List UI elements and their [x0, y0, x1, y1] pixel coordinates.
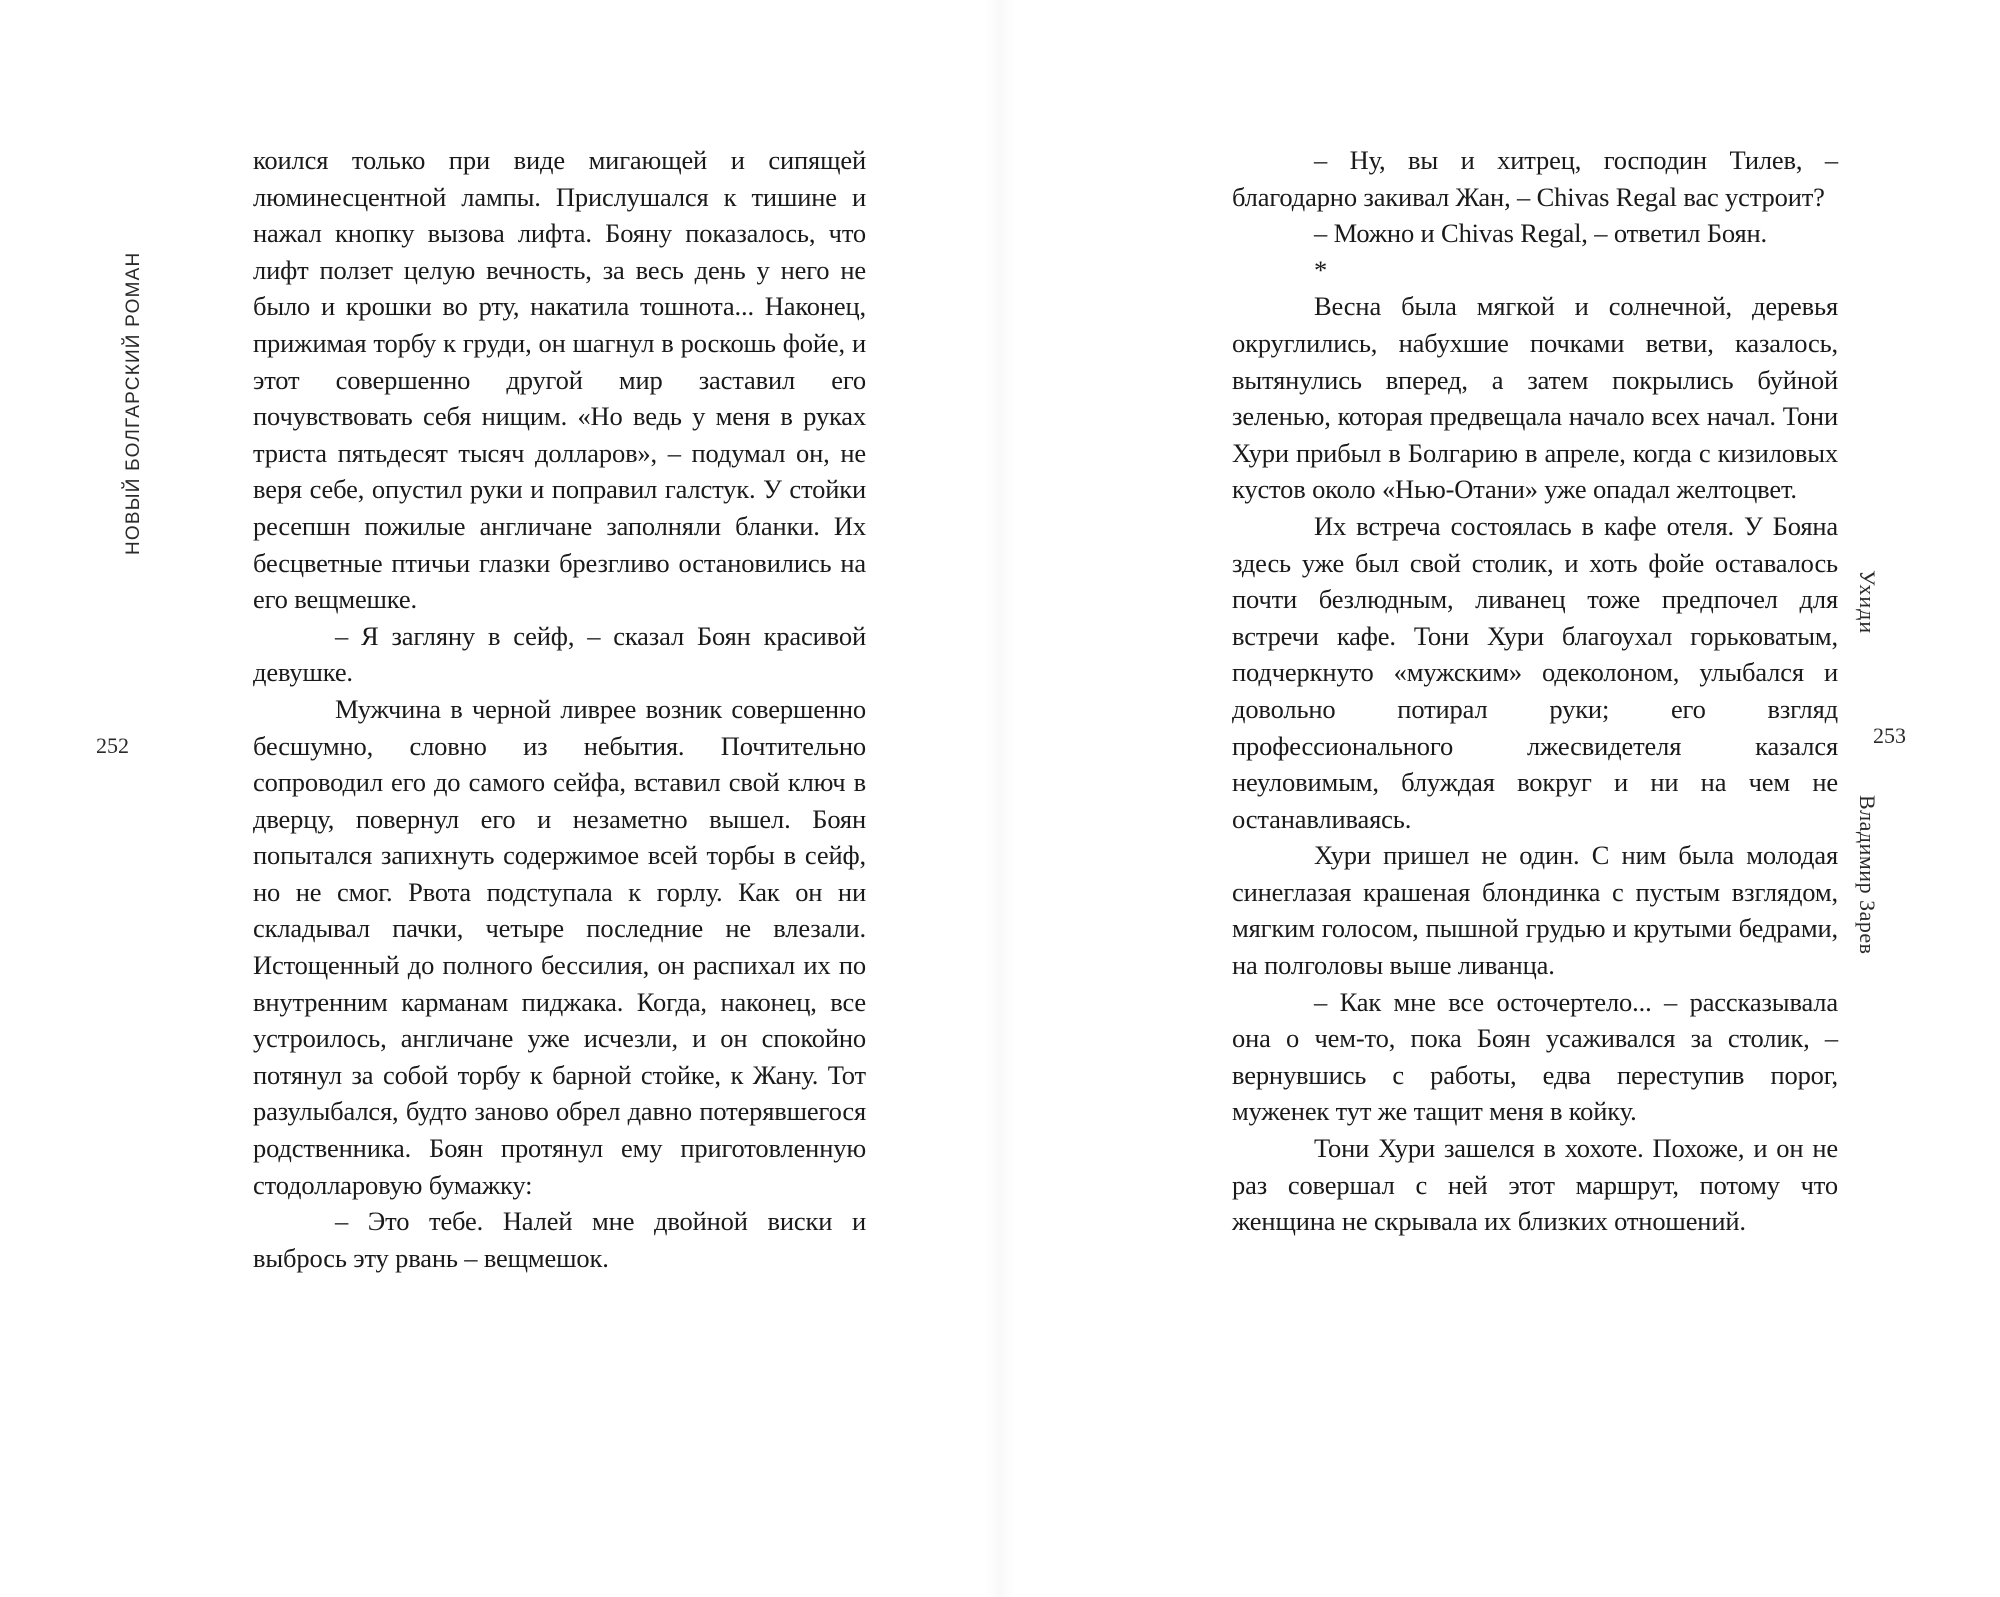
- paragraph: – Это тебе. Налей мне двойной виски и выбрось эту рвань – вещмешок.: [253, 1206, 866, 1273]
- paragraph: Хури пришел не один. С ним была молодая синеглазая крашеная блондинка с пустым взглядом, мягким голосом, пышной грудью и крутыми бедрами, на полголовы выше ливанца.: [1232, 840, 1838, 981]
- section-break-asterisk: *: [1314, 254, 1328, 285]
- paragraph: – Я загляну в сейф, – сказал Боян красивой девушке.: [253, 620, 866, 688]
- page-number-right: 253: [1873, 723, 1906, 748]
- paragraph: Тони Хури зашелся в хохоте. Похоже, и он не раз совершал с ней этот маршрут, потому что женщина не скрывала их близких отношений.: [1232, 1133, 1838, 1237]
- right-page-text: [1232, 142, 1838, 1240]
- running-head-author: Владимир Зарев: [1855, 795, 1880, 955]
- paragraph: Весна была мягкой и солнечной, деревья округлились, набухшие почками ветви, казалось, вытянулись вперед, а затем покрылись буйной зеленью, которая предвещала начало всех начал. Тони Хури прибыл в Болгарию в апреле, когда с кизиловых кустов около «Нью-Отани» уже опадал желтоцвет.: [1232, 291, 1838, 505]
- paragraph: – Можно и Chivas Regal, – ответил Боян.: [1314, 218, 1768, 249]
- paragraph: – Ну, вы и хитрец, господин Тилев, – благодарно закивал Жан, – Chivas Regal вас устроит?: [1232, 145, 1838, 212]
- paragraph: Мужчина в черной ливрее возник совершенно бесшумно, словно из небытия. Почтительно сопроводил его до самого сейфа, вставил свой ключ в дверцу, повернул его и незаметно вышел. Боян попытался запихнуть содержимое всей торбы в сейф, но не смог. Рвота подступала к горлу. Как он ни складывал пачки, четыре последние не влезали. Истощенный до полного бессилия, он распихал их по внутренним карманам пиджака. Когда, наконец, все устроилось, англичане уже исчезли, и он спокойно потянул за собой торбу к барной стойке, к Жану. Тот разулыбался, будто заново обрел давно потерявшегося родственника. Боян протянул ему приготовленную стодолларовую бумажку:: [253, 693, 866, 1200]
- page-number-left: 252: [96, 733, 129, 758]
- paragraph: коился только при виде мигающей и сипящей люминесцентной лампы. Прислушался к тишине и нажал кнопку вызова лифта. Бояну показалось, что лифт ползет целую вечность, за весь день у него не было и крошки во рту, накатила тошнота... Наконец, прижимая торбу к груди, он шагнул в роскошь фойе, и этот совершенно другой мир заставил его почувствовать себя нищим. «Но ведь у меня в руках триста пятьдесят тысяч долларов», – подумал он, не веря себе, опустил руки и поправил галстук. У стойки ресепшн пожилые англичане заполняли бланки. Их бесцветные птичьи глазки брезгливо остановились на его вещмешке.: [253, 145, 866, 615]
- paragraph: Их встреча состоялась в кафе отеля. У Бояна здесь уже был свой столик, и хоть фойе оставалось почти безлюдным, ливанец тоже предпочел для встречи кафе. Тони Хури благоухал горьковатым, подчеркнуто «мужским» одеколоном, улыбался и довольно потирал руки; его взгляд профессионального лжесвидетеля казался неуловимым, блуждая вокруг и ни на чем не останавливаясь.: [1232, 510, 1838, 834]
- right-page: [1000, 0, 2000, 1597]
- running-head-book-title: Ухиди: [1855, 570, 1880, 635]
- left-page-text: [253, 142, 866, 1276]
- paragraph: – Как мне все осточертело... – рассказывала она о чем-то, пока Боян усаживался за столик, – вернувшись с работы, едва переступив порог, муженек тут же тащит меня в койку.: [1232, 986, 1838, 1127]
- running-head-series: НОВЫЙ БОЛГАРСКИЙ РОМАН: [123, 251, 144, 555]
